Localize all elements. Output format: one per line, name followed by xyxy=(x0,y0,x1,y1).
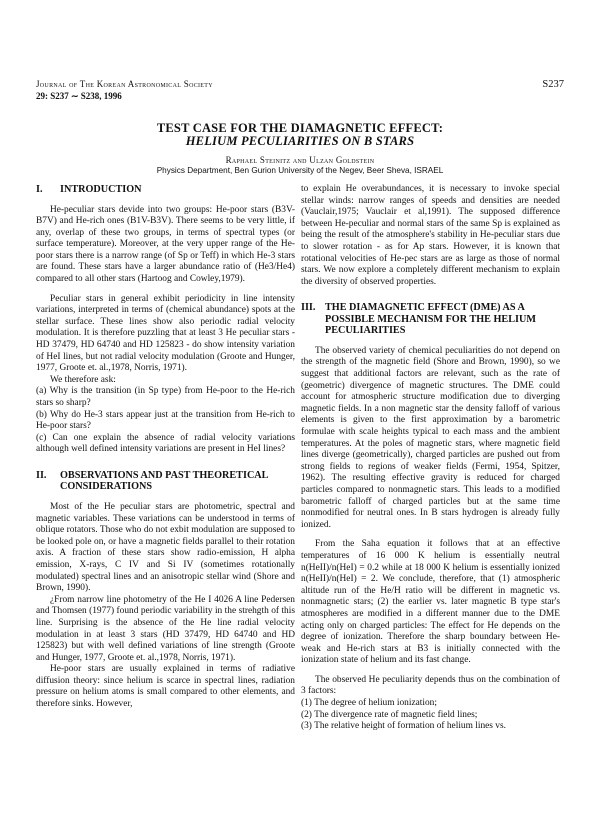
journal-name: Journal of The Korean Astronomical Society xyxy=(36,79,213,89)
paragraph: The observed He peculiarity depends thus on the combination of 3 factors: xyxy=(301,674,560,697)
section-number: III. xyxy=(301,302,316,314)
paragraph: ¿From narrow line photometry of the He I 4026 A line Pedersen and Thomsen (1977) found periodic variability in the strehgth of this line. Surprising is the absence of the He line radial velocity modulation in at least 3 stars (HD 37479, HD 64740 and HD 125823) but with well defined variations of line strength (Groote and Hunger, 1977, Groote et. al.,1978, Norris, 1971). xyxy=(36,594,295,663)
section-title: THE DIAMAGNETIC EFFECT (DME) AS A POSSIBLE MECHANISM FOR THE HELIUM PECULIARITIES xyxy=(325,302,536,337)
section-title: OBSERVATIONS AND PAST THEORETICAL CONSIDERATIONS xyxy=(60,469,268,493)
list-item: (3) The relative height of formation of helium lines vs. xyxy=(301,721,506,732)
section-title: INTRODUCTION xyxy=(60,184,142,195)
paragraph: He-peculiar stars devide into two groups: He-poor stars (B3V-B7V) and He-rich ones (B1V-B3V). There seems to be very little, if any, overlap of these two groups, in terms of spectral types (or surface temperature). Moreover, at the very upper range of the He-poor stars there is a narrow range (of Sp or Teff) in which He-3 stars are found. These stars have a larger abundance ratio of (He3/He4) compared to all other stars (Hartoog and Cowley,1979). xyxy=(36,204,295,285)
page-number: S237 xyxy=(542,79,564,90)
section-heading-introduction xyxy=(36,184,295,196)
left-column xyxy=(36,184,295,711)
paragraph: From the Saha equation it follows that at an effective temperatures of 16 000 K helium is essentially neutral n(HeII)/n(HeI) = 0.2 while at 18 000 K helium is essentially ionized n(HeII)/n(HeI) = 2. We conclude, therefore, that (1) atmospheric altitude run of the He/H ratio will be different in magnetic vs. nonmagnetic stars; (2) the earlier vs. later magnetic B type star's atmospheres are modified in a different manner due to the DME acting only on charged particles: The effect for He depends on the degree of ionization. Therefore the sharp boundary between He-weak and He-rich stars at B3 is initially connected with the ionization state of helium and its fast change. xyxy=(301,539,560,666)
right-column xyxy=(301,184,560,733)
section-number: II. xyxy=(36,469,47,481)
question-b: (b) Why do He-3 stars appear just at the transition from He-rich to He-poor stars? xyxy=(36,409,295,432)
paper-title-line2: HELIUM PECULIARITIES ON B STARS xyxy=(185,134,415,148)
paper-title-line1: TEST CASE FOR THE DIAMAGNETIC EFFECT: xyxy=(156,121,444,135)
paragraph: We therefore ask: xyxy=(50,374,116,385)
list-item: (1) The degree of helium ionization; xyxy=(301,698,437,709)
paragraph: The observed variety of chemical peculiarities do not depend on the strength of the magnetic field (Shore and Brown, 1990), so we suggest that additional factors are relevant, such as the rate of (geometric) divergence of magnetic structures. The DME could account for atmospheric structure modification due to diverging magnetic fields. In a non magnetic star the density falloff of various elements is given to the first approximation by a barometric formulae with scale heights typical to each mass and the ambient temperatures. At the poles of magnetic stars, where magnetic field lines diverge (geometrically), charged particles are pushed out from strong fields to regions of weaker fields (Fermi, 1954, Spitzer, 1962). The resulting effective gravity is reduced for charged particles compared to nonmagnetic stars. This leads to a modified barometric falloff of charged particles but at the same time nonmodified for neutral ones. In B stars hydrogen is already fully ionized. xyxy=(301,345,560,530)
paragraph: Most of the He peculiar stars are photometric, spectral and magnetic variables. These variations can be understood in terms of oblique rotators. Those who do not exbit modulation are supposed to be looked pole on, or have a magnetic fields parallel to their rotation axis. A fraction of these stars show radio-emission, H alpha emission, X-rays, C IV and Si IV (sometimes rotationally modulated) spectral lines and an anisotropic stellar wind (Shore and Brown, 1990). xyxy=(36,501,295,594)
question-a: (a) Why is the transition (in Sp type) from He-poor to the He-rich stars so sharp? xyxy=(36,386,295,408)
journal-volume: 29: S237 ∼ S238, 1996 xyxy=(36,91,122,101)
list-item: (2) The divergence rate of magnetic field lines; xyxy=(301,709,478,720)
paragraph: to explain He overabundances, it is necessary to invoke special stellar winds: narrow ranges of speeds and densities are needed (Vauclair,1975; Vauclair et al,1991). The supposed difference between He-peculiar and normal stars of the same Sp is explained as being the result of the atmosphere's stability in He-peculiar stars due to slower rotation - as for Ap stars. However, it is known that rotational velocities of He-pec stars are as large as those of normal stars. We now explore a completely different mechanism to explain the diversity of observed properties. xyxy=(301,184,560,287)
section-heading-diamagnetic-effect xyxy=(301,302,560,337)
section-number: I. xyxy=(36,184,43,195)
paragraph: He-poor stars are usually explained in terms of radiative diffusion theory: since helium is scarce in spectral lines, radiation pressure on helium atoms is small compared to other elements, and therefore sinks. However, xyxy=(36,664,295,710)
authors: Raphael Steinitz and Ulzan Goldstein xyxy=(225,155,375,165)
paragraph: Peculiar stars in general exhibit periodicity in line intensity variations, interpreted in terms of (chemical abundance) spots at the stellar surface. These lines show also periodic radial velocity modulation. It is therefore puzzling that at least 3 He peculiar stars - HD 37479, HD 64740 and HD 125823 - do show intensity variation of HeI lines, but not radial velocity modulation (Groote and Hunger, 1977, Groote et. al.,1978, Norris, 1971). xyxy=(36,293,295,374)
question-c: (c) Can one explain the absence of radial velocity variations although well defined intensity variations are present in HeI lines? xyxy=(36,432,295,455)
section-heading-observations xyxy=(36,470,295,493)
affiliation: Physics Department, Ben Gurion University of the Negev, Beer Sheva, ISRAEL xyxy=(156,166,444,175)
